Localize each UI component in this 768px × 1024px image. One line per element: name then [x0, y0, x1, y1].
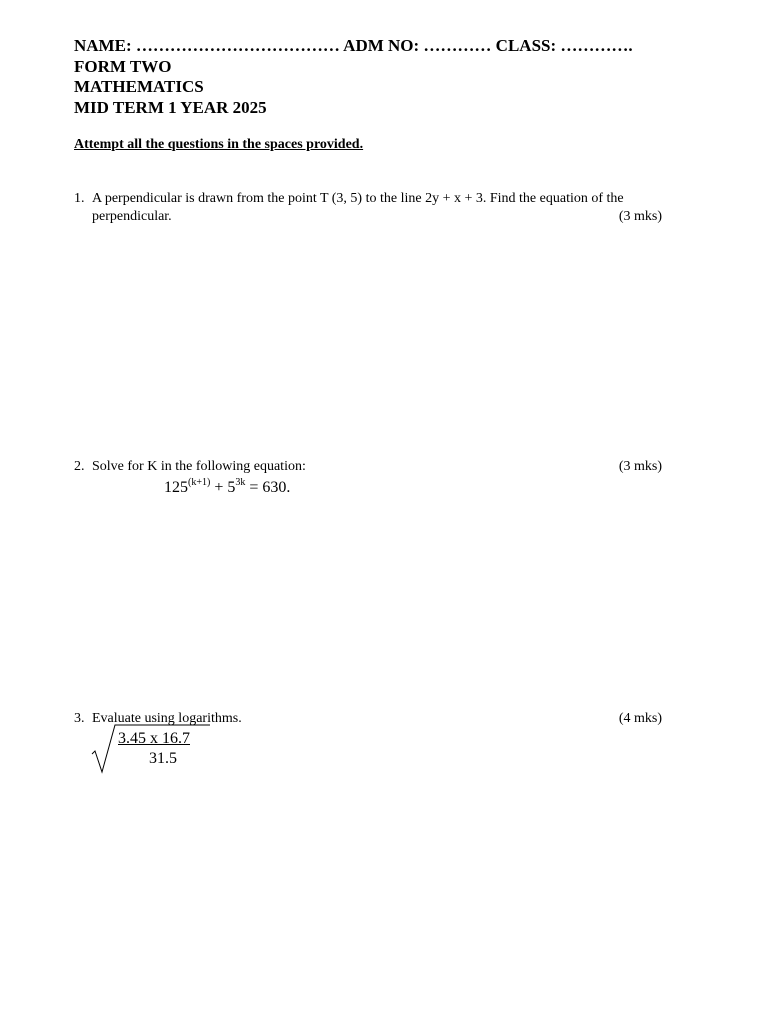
- subject-title: MATHEMATICS: [74, 77, 204, 96]
- exponent: 3k: [235, 477, 246, 488]
- question-marks: (4 mks): [618, 711, 662, 726]
- question-1: [74, 190, 662, 230]
- instruction-text: Attempt all the questions in the spaces provided.: [74, 137, 364, 152]
- question-marks: (3 mks): [618, 209, 662, 224]
- question-text: Evaluate using logarithms.: [92, 711, 242, 726]
- question-2: [74, 458, 662, 478]
- question-text: Solve for K in the following equation:: [92, 459, 306, 474]
- equation-term: 125: [164, 479, 188, 496]
- question-marks: (3 mks): [618, 459, 662, 474]
- equation: [164, 477, 290, 497]
- question-number: 3.: [74, 711, 85, 726]
- exam-title: MID TERM 1 YEAR 2025: [74, 97, 267, 117]
- question-number: 1.: [74, 191, 85, 206]
- equation-term: + 5: [214, 479, 236, 496]
- exponent: (k+1): [188, 477, 211, 488]
- equation-result: = 630.: [249, 479, 291, 496]
- fraction-numerator: 3.45 x 16.7: [118, 730, 190, 747]
- question-text: [92, 190, 662, 226]
- form-level: FORM TWO: [74, 56, 172, 76]
- exam-header: [74, 36, 633, 118]
- fraction-denominator: 31.5: [149, 750, 177, 767]
- question-text-line1: A perpendicular is drawn from the point T (3, 5) to the line 2y + x + 3. Find the equation of the: [92, 191, 624, 206]
- student-details-line: NAME: ……………………………… ADM NO: ………… CLASS: ………….: [74, 36, 633, 55]
- question-number: 2.: [74, 459, 85, 474]
- question-text-line2: perpendicular.: [92, 209, 172, 224]
